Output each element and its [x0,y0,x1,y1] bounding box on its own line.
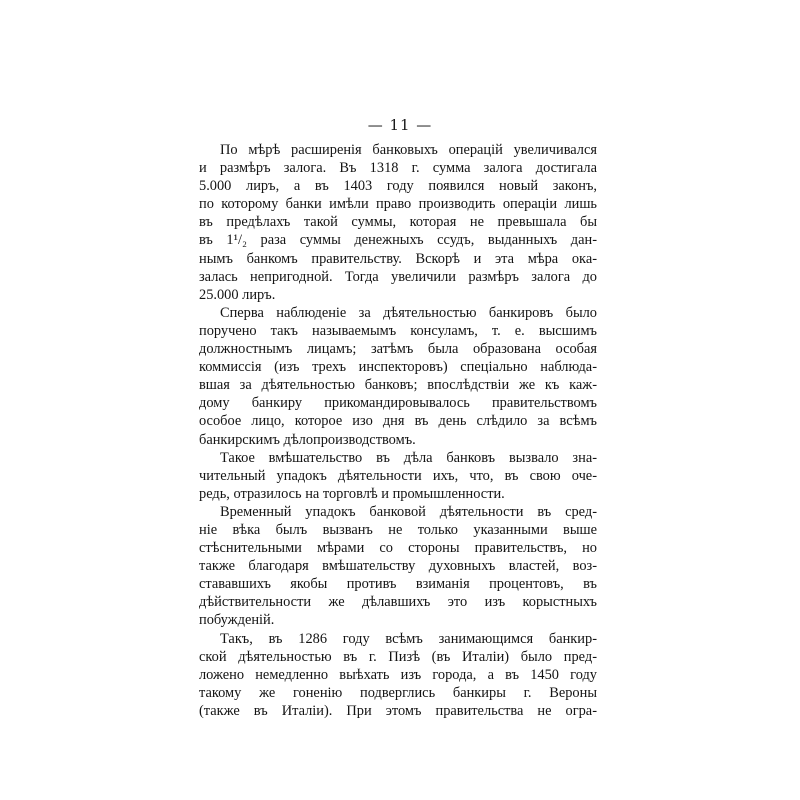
text-line: стѣснительными мѣрами со стороны правительствъ, но [199,540,597,557]
page-number: — 11 — [367,116,433,134]
text-line: ніе вѣка былъ вызванъ не только указанными выше [199,521,597,538]
body-text [199,141,597,720]
text-line: дѣйствительности же дѣлавшихъ это изъ корыстныхъ [199,594,597,611]
text-line: По мѣрѣ расширенія банковыхъ операцій увеличивался [220,142,597,158]
text-line: побужденій. [199,612,275,629]
text-line: Временный упадокъ банковой дѣятельности въ сред- [220,503,597,520]
text-line: залась непригодной. Тогда увеличили размѣръ залога до [199,268,597,285]
paragraph-4 [199,503,597,630]
text-line: въ 1¹/₂ раза суммы денежныхъ ссудъ, выданныхъ дан- [199,232,597,249]
text-line: Сперва наблюденіе за дѣятельностью банкировъ было [220,304,597,321]
text-line: по которому банки имѣли право производить операціи лишь [199,196,597,213]
paragraph-3 [199,449,597,503]
text-line: нымъ банкомъ правительству. Вскорѣ и эта мѣра ока- [199,250,597,267]
text-line: (также въ Италіи). При этомъ правительства не огра- [199,702,597,719]
text-line: коммиссія (изъ трехъ инспекторовъ) спеціально наблюда- [199,359,597,376]
text-line: стававшихъ якобы противъ взиманія процентовъ, въ [199,576,597,593]
text-line: Такъ, въ 1286 году всѣмъ занимающимся банкир- [220,630,597,647]
text-line: также благодаря вмѣшательству духовныхъ властей, воз- [199,558,597,575]
text-line: вшая за дѣятельностью банковъ; впослѣдствіи же къ каж- [199,377,597,394]
text-line: Такое вмѣшательство въ дѣла банковъ вызвало зна- [220,449,597,466]
text-line: чительный упадокъ дѣятельности ихъ, что, въ свою оче- [199,467,597,484]
text-line: и размѣръ залога. Въ 1318 г. сумма залога достигала [199,160,597,177]
text-line: такому же гоненію подверглись банкиры г. Вероны [199,684,597,701]
text-line: 25.000 лиръ. [199,286,276,303]
text-line: особое лицо, которое изо дня въ день слѣдило за всѣмъ [199,413,597,430]
text-line: въ предѣлахъ такой суммы, которая не превышала бы [199,214,597,231]
text-line: ской дѣятельностью въ г. Пизѣ (въ Италіи) было пред- [199,648,597,665]
text-line: дому банкиру прикомандировывалось правительствомъ [199,395,597,412]
text-line: ложено немедленно выѣхать изъ города, а въ 1450 году [199,666,597,683]
paragraph-5 [199,630,597,720]
text-line: 5.000 лиръ, а въ 1403 году появился новый законъ, [199,178,597,195]
text-line: банкирскимъ дѣлопроизводствомъ. [199,431,416,448]
text-line: редь, отразилось на торговлѣ и промышленности. [199,485,505,502]
paragraph-1 [199,141,597,304]
text-line: должностнымъ лицамъ; затѣмъ была образована особая [199,341,597,358]
paragraph-2 [199,304,597,449]
text-line: поручено такъ называемымъ консуламъ, т. е. высшимъ [199,322,597,339]
